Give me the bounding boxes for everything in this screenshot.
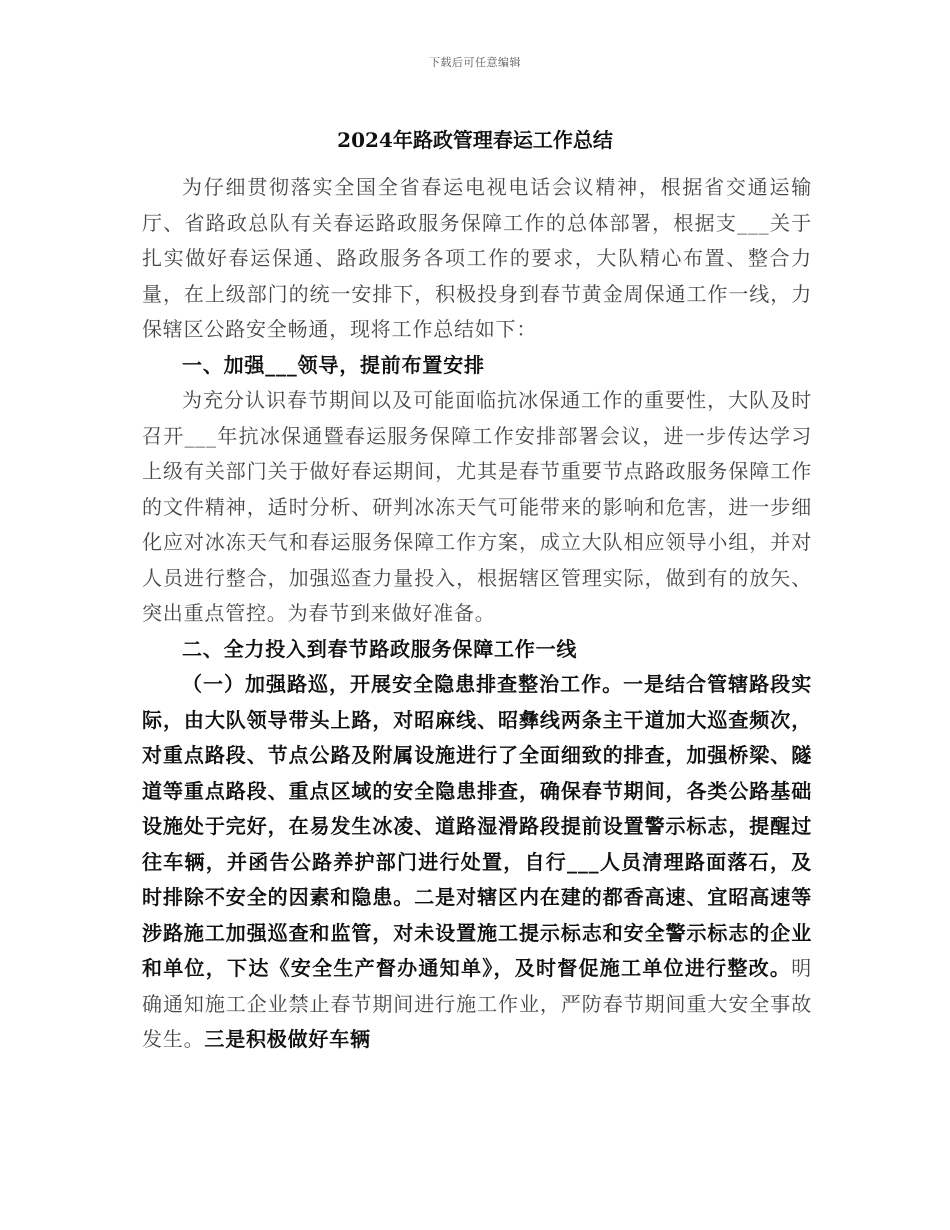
section-2-paragraph <box>142 667 812 1058</box>
section-2-bold-text: （一）加强路巡，开展安全隐患排查整治工作。一是结合管辖路段实际，由大队领导带头上路，对昭麻线、昭彝线两条主干道加大巡查频次，对重点路段、节点公路及附属设施进行了全面细致的排查，加强桥梁、隧道等重点路段、重点区域的安全隐患排查，确保春节期间，各类公路基础设施处于完好，在易发生冰凌、道路湿滑路段提前设置警示标志，提醒过往车辆，并函告公路养护部门进行处置，自行___人员清理路面落石，及时排除不安全的因素和隐患。二是对辖区内在建的都香高速、宜昭高速等涉路施工加强巡查和监管，对未设置施工提示标志和安全警示标志的企业和单位，下达《安全生产督办通知单》，及时督促施工单位进行整改。 <box>142 672 812 980</box>
section-1-paragraph: 为充分认识春节期间以及可能面临抗冰保通工作的重要性，大队及时召开___年抗冰保通暨春运服务保障工作安排部署会议，进一步传达学习上级有关部门关于做好春运期间，尤其是春节重要节点路政服务保障工作的文件精神，适时分析、研判冰冻天气可能带来的影响和危害，进一步细化应对冰冻天气和春运服务保障工作方案，成立大队相应领导小组，并对人员进行整合，加强巡查力量投入，根据辖区管理实际，做到有的放矢、突出重点管控。为春节到来做好准备。 <box>142 388 812 625</box>
section-2-light-text: 明确通知施工企业禁止春节期间进行施工作业，严防春节期间重大安全事故发生。 <box>142 956 812 1051</box>
document-title: 2024年路政管理春运工作总结 <box>337 128 613 152</box>
section-heading-1: 一、加强___领导，提前布置安排 <box>182 352 485 377</box>
header-note: 下载后可任意编辑 <box>429 56 521 69</box>
intro-paragraph: 为仔细贯彻落实全国全省春运电视电话会议精神，根据省交通运输厅、省路政总队有关春运路政服务保障工作的总体部署，根据支___关于扎实做好春运保通、路政服务各项工作的要求，大队精心布置、整合力量，在上级部门的统一安排下，积极投身到春节黄金周保通工作一线，力保辖区公路安全畅通，现将工作总结如下： <box>142 175 812 341</box>
section-heading-2: 二、全力投入到春节路政服务保障工作一线 <box>182 636 578 661</box>
section-2-tail-text: 三是积极做好车辆 <box>204 1027 371 1051</box>
document-body <box>142 170 812 1058</box>
